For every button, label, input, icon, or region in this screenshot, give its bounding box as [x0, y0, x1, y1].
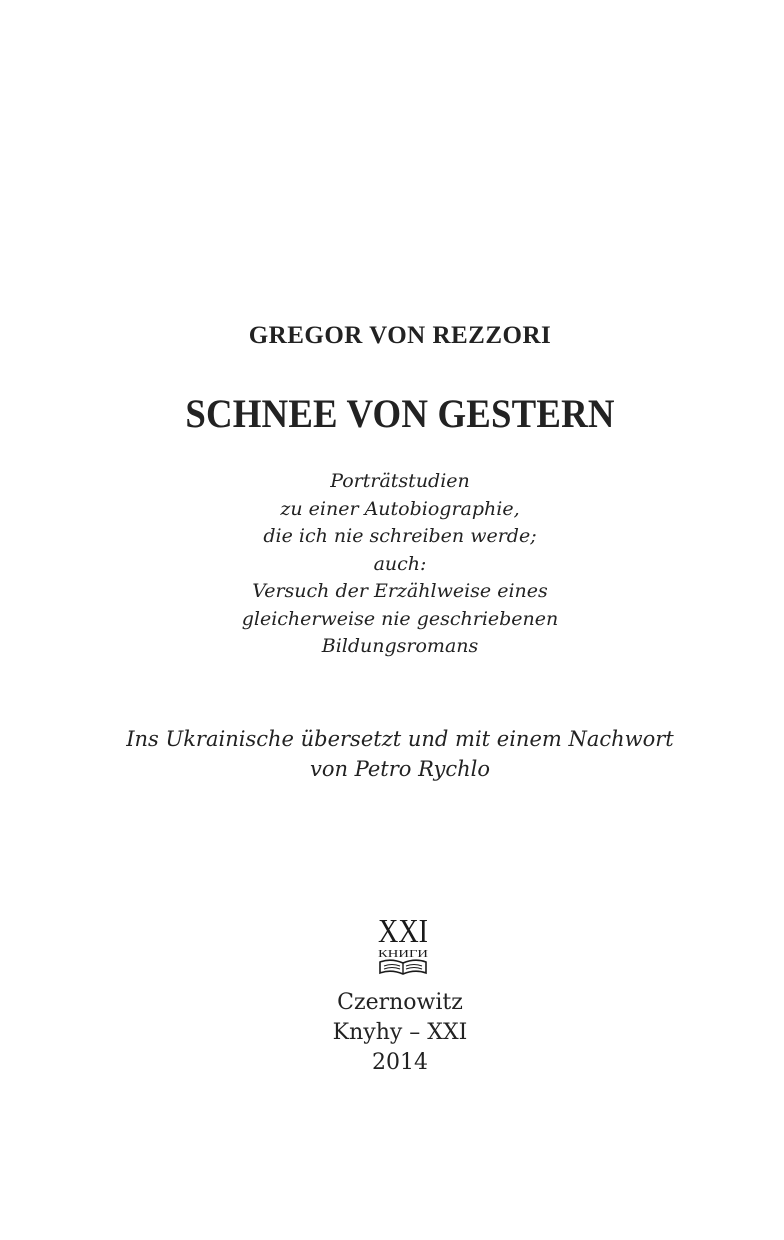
author-name: GREGOR VON REZZORI — [248, 322, 552, 349]
translation-note — [16, 724, 784, 784]
logo-top-text: XXI — [378, 913, 428, 950]
book-title: SCHNEE VON GESTERN — [185, 391, 615, 436]
book-logo-icon — [375, 910, 431, 980]
subtitle-line: gleicherweise nie geschriebenen — [241, 607, 559, 630]
imprint-city: Czernowitz — [337, 990, 463, 1015]
translation-line: Ins Ukrainische übersetzt und mit einem Nachwort — [126, 727, 674, 751]
subtitle-line: Bildungsromans — [321, 635, 479, 657]
subtitle-line: die ich nie schreiben werde; — [263, 525, 537, 547]
imprint-block — [16, 988, 784, 1078]
subtitle-line: Porträtstudien — [330, 470, 470, 492]
imprint-publisher: Knyhy – XXI — [332, 1020, 468, 1045]
subtitle-line: zu einer Autobiographie, — [280, 497, 520, 520]
subtitle-line: Versuch der Erzählweise eines — [252, 580, 548, 602]
imprint-year: 2014 — [372, 1050, 428, 1075]
subtitle-line: auch: — [373, 552, 427, 575]
subtitle-block — [16, 468, 784, 661]
translation-line: von Petro Rychlo — [309, 757, 491, 781]
logo-bottom-text: КНИГИ — [378, 948, 429, 960]
